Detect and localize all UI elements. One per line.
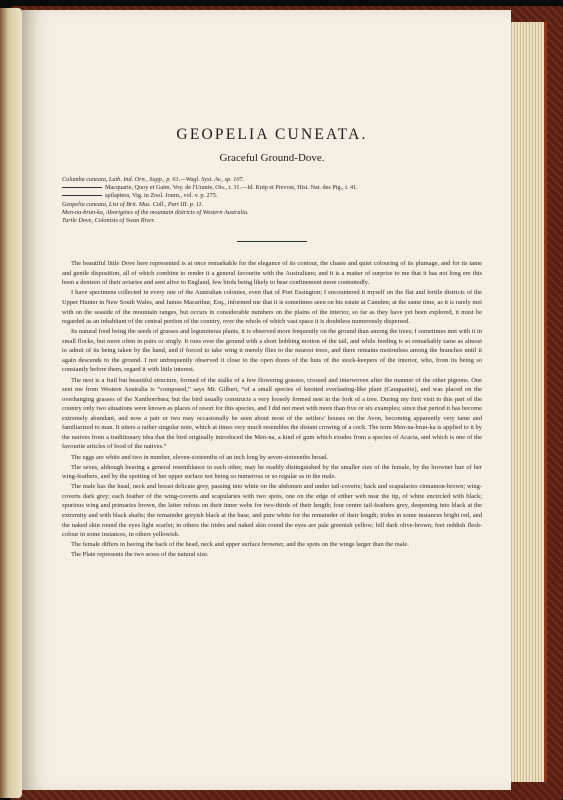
body-paragraph: Its natural food being the seeds of grasses and leguminous plants, it is observed more frequently on the ground than among the trees; I sometimes met with it in small flocks, but more often in pairs or singly. It runs over the ground with a short bobbing motion of the tail, and while feeding is so remarkably tame as almost to admit of its being taken by the hand, and if forced to take wing it merely flies to the nearest trees, and there remains motionless among the branches until it again descends to the ground. I not unfrequently observed it close to the open doors of the huts of the stock-keepers of the interior, who, from its being so constantly before them, regard it with little interest. [62,328,482,374]
body-paragraph: The sexes, although bearing a general resemblance to each other, may be readily distinguished by the smaller size of the female, by the browner hue of her wing-feathers, and by the spotting of her upper surface not being so numerous or so regular as in the male. [62,463,482,481]
synonym-entry: Men-na-brun-ka, Aborigines of the mountain districts of Western Australia. [62,208,249,216]
body-paragraph: The Plate represents the two sexes of the natural size. [71,551,209,559]
body-paragraph: The nest is a frail but beautiful structure, formed of the stalks of a few flowering grasses, crossed and interwoven after the manner of the other pigeons. One sent me from Western Australia is “composed,” says Mr. Gilbert, “of a small species of knotted everlasting-like plant (Cauquaiite), and was placed on the overhanging grasses of the Xanthorrhœa; but the bird usually constructs a very loosely formed nest in the fork of a tree. During my first visit to this part of the country only two situations were known as places of resort for this species, and I did not meet with more than five or six examples; since that period it has become extremely abundant, and now a pair or two may occasionally be seen about most of the settlers' houses on the Avon, becoming apparently very tame and familiarized to man. It utters a rather singular note, which at times very much resembles the distant crowing of a cock. The term Men-na-brun-ka is applied to it by the natives from a traditionary idea that the bird originally introduced the Men-na, a kind of gum which exudes from a species of Acacia, and which is one of the favourite articles of food of the natives.” [62,376,482,451]
body-paragraph: The male has the head, neck and breast delicate grey, passing into white on the abdomen and under tail-coverts; back and scapularies cinnamon-brown; wing-coverts dark grey; each feather of the wing-coverts and scapularies with two spots, one on the edge of either web near the tip, of white encircled with black; spurious wing and primaries brown, the latter rufous on their inner webs for two-thirds of their length; four centre tail-feathers grey, deepening into black at the extremity and with black shafts; the remainder greyish black at the base, and pure white for the remainder of their length; irides in some instances bright red, and the naked skin round the eyes light scarlet; in others the irides and naked skin round the eyes are pale greenish yellow; bill dark olive-brown; feet reddish flesh-colour in some instances, in others yellowish. [62,483,482,539]
book-page [22,10,511,790]
section-divider [237,241,307,242]
facing-page-edge [0,8,22,798]
body-paragraph: The female differs in having the back of the head, neck and upper surface browner, and the spots on the wings larger than the male. [71,541,409,549]
synonym-entry: Macquarie, Quoy et Gaim. Voy. de l'Uranie, Ois., t. 31.—Id. Knip et Prevost, Hist. Nat. des Pig., t. 41. [62,184,482,192]
page-stack-edge [510,22,547,782]
body-paragraph: The eggs are white and two in number, eleven-sixteenths of an inch long by seven-sixteenths broad. [71,453,328,461]
body-paragraph: I have specimens collected in every one of the Australian colonies, even that of Port Essington; I encountered it myself on the flat and fertile districts of the Upper Hunter in New South Wales, and James Macarthur, Esq., informed me that it is sometimes seen on his estate at Camden; at the same time, as it is rarely met with on the seaside of the mountain ranges, but occurs in considerable numbers on the plains of the interior, so far as they have yet been explored, it must be regarded as an inhabitant of the central portion of the country, over the whole of which vast space it is doubtless numerously dispersed. [62,289,482,326]
synonym-entry: Turtle Dove, Colonists of Swan River. [62,217,155,225]
synonym-entry: spilaptera, Vig. in Zool. Journ., vol. v. p. 275. [62,192,482,200]
page-content [62,126,482,560]
synonym-entry: Columba cuneata, Lath. Ind. Orn., Supp., p. 61.—Wagl. Syst. Av., sp. 107. [62,176,245,183]
body-paragraph: The beautiful little Dove here represented is at once remarkable for the elegance of its contour, the chaste and quiet colouring of its plumage, and for its tame and gentle disposition, all of which combine to render it a general favourite with the Australians; and it is a matter of surprise to me that it has not long ere this been a denizen of their aviaries and sent alive to England, few birds being likely to bear confinement more contentedly. [62,260,482,287]
page-title: GEOPELIA CUNEATA. [176,126,368,143]
page-subtitle: Graceful Ground-Dove. [219,152,325,164]
synonym-list [62,176,482,225]
synonym-entry: Geopelia cuneata, List of Brit. Mus. Coll., Part III. p. 11. [62,200,204,208]
